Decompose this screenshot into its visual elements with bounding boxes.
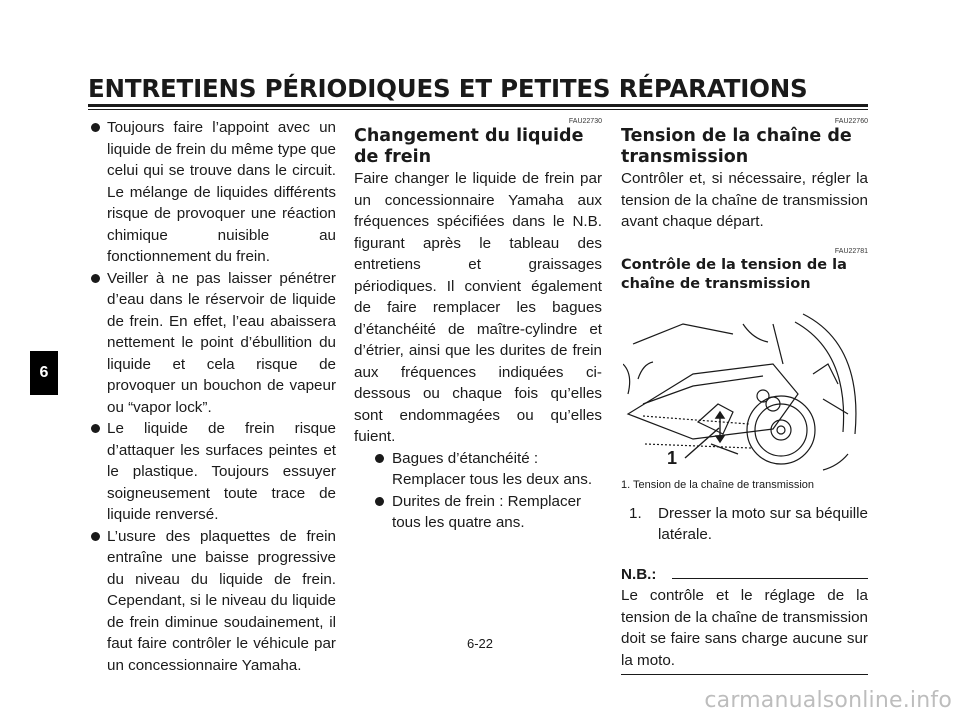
list-item: L’usure des plaquettes de frein entraîne une baisse progressive du niveau du liquide de frein. Cependant, si le niveau du liquide de frein diminue soudainement, il faut faire contrôler le véhicule par un concessionnaire Yamaha. — [88, 526, 336, 677]
chapter-tab-label: 6 — [39, 364, 49, 381]
section-heading: Tension de la chaîne de transmission — [621, 126, 852, 167]
note-rule — [672, 578, 868, 579]
section-ref-code: FAU22730 — [568, 118, 602, 125]
section-heading: Changement du liquide de frein — [354, 126, 584, 167]
chapter-tab — [30, 351, 58, 395]
list-item: Veiller à ne pas laisser pénétrer d’eau dans le réservoir de liquide de frein. En effet, l’eau abaissera nettement le point d’ébullition du liquide et cela risque de provoquer un bouchon de vapeur ou “vapor lock”. — [88, 268, 336, 419]
list-item: Toujours faire l’appoint avec un liquide de frein du même type que celui qui se trouve dans le circuit. Le mélange de liquides différents risque de provoquer une réaction chimique nuisible au fonctionnement du frein. — [88, 117, 336, 268]
subsection-ref-code: FAU22781 — [834, 247, 868, 255]
note-label: N.B.: — [621, 565, 657, 583]
header-rule-thin — [88, 109, 868, 110]
list-item: Bagues d’étanchéité : Remplacer tous les deux ans. — [354, 448, 602, 491]
left-column — [88, 117, 336, 676]
middle-column — [354, 117, 602, 534]
step-item — [621, 503, 868, 546]
header-rule-thick — [88, 104, 868, 107]
step-number: 1. — [629, 504, 642, 522]
list-item: Durites de frein : Remplacer tous les quatre ans. — [354, 491, 602, 534]
section-ref-code: FAU22760 — [834, 118, 868, 125]
page-title: ENTRETIENS PÉRIODIQUES ET PETITES RÉPARATIONS — [88, 74, 808, 103]
section-paragraph: Contrôler et, si nécessaire, régler la tension de la chaîne de transmission avant chaque départ. — [621, 170, 868, 230]
list-item: Le liquide de frein risque d’attaquer les surfaces peintes et le plastique. Toujours essuyer soigneusement toute trace de liquide renversé. — [88, 418, 336, 526]
chain-drawing — [623, 304, 863, 472]
replacement-list — [354, 448, 602, 534]
step-text: Dresser la moto sur sa béquille latérale. — [658, 504, 868, 543]
figure-caption: 1. Tension de la chaîne de transmission — [621, 478, 815, 491]
chain-illustration — [623, 304, 863, 472]
page-number: 6-22 — [466, 636, 494, 651]
figure-callout: 1 — [667, 447, 678, 468]
right-column — [621, 117, 868, 675]
procedure-steps — [621, 503, 868, 546]
watermark: carmanualsonline.info — [704, 688, 952, 713]
note-text: Le contrôle et le réglage de la tension de la chaîne de transmission doit se faire sans charge aucune sur la moto. — [621, 587, 868, 669]
section-paragraph: Faire changer le liquide de frein par un concessionnaire Yamaha aux fréquences spécifiées dans le N.B. figurant après le tableau des entretiens et graissages périodiques. Il convient également de faire remplacer les bagues d’étanchéité de maître-cylindre et d’étrier, ainsi que les durites de frein aux fréquences indiquées ci-dessous ou chaque fois qu’elles sont endommagées ou qu’elles fuient. — [354, 170, 602, 445]
subsection-heading: Contrôle de la tension de la chaîne de transmission — [621, 256, 847, 292]
warning-list — [88, 117, 336, 676]
note-header — [621, 564, 868, 586]
note-end-rule — [621, 674, 868, 675]
